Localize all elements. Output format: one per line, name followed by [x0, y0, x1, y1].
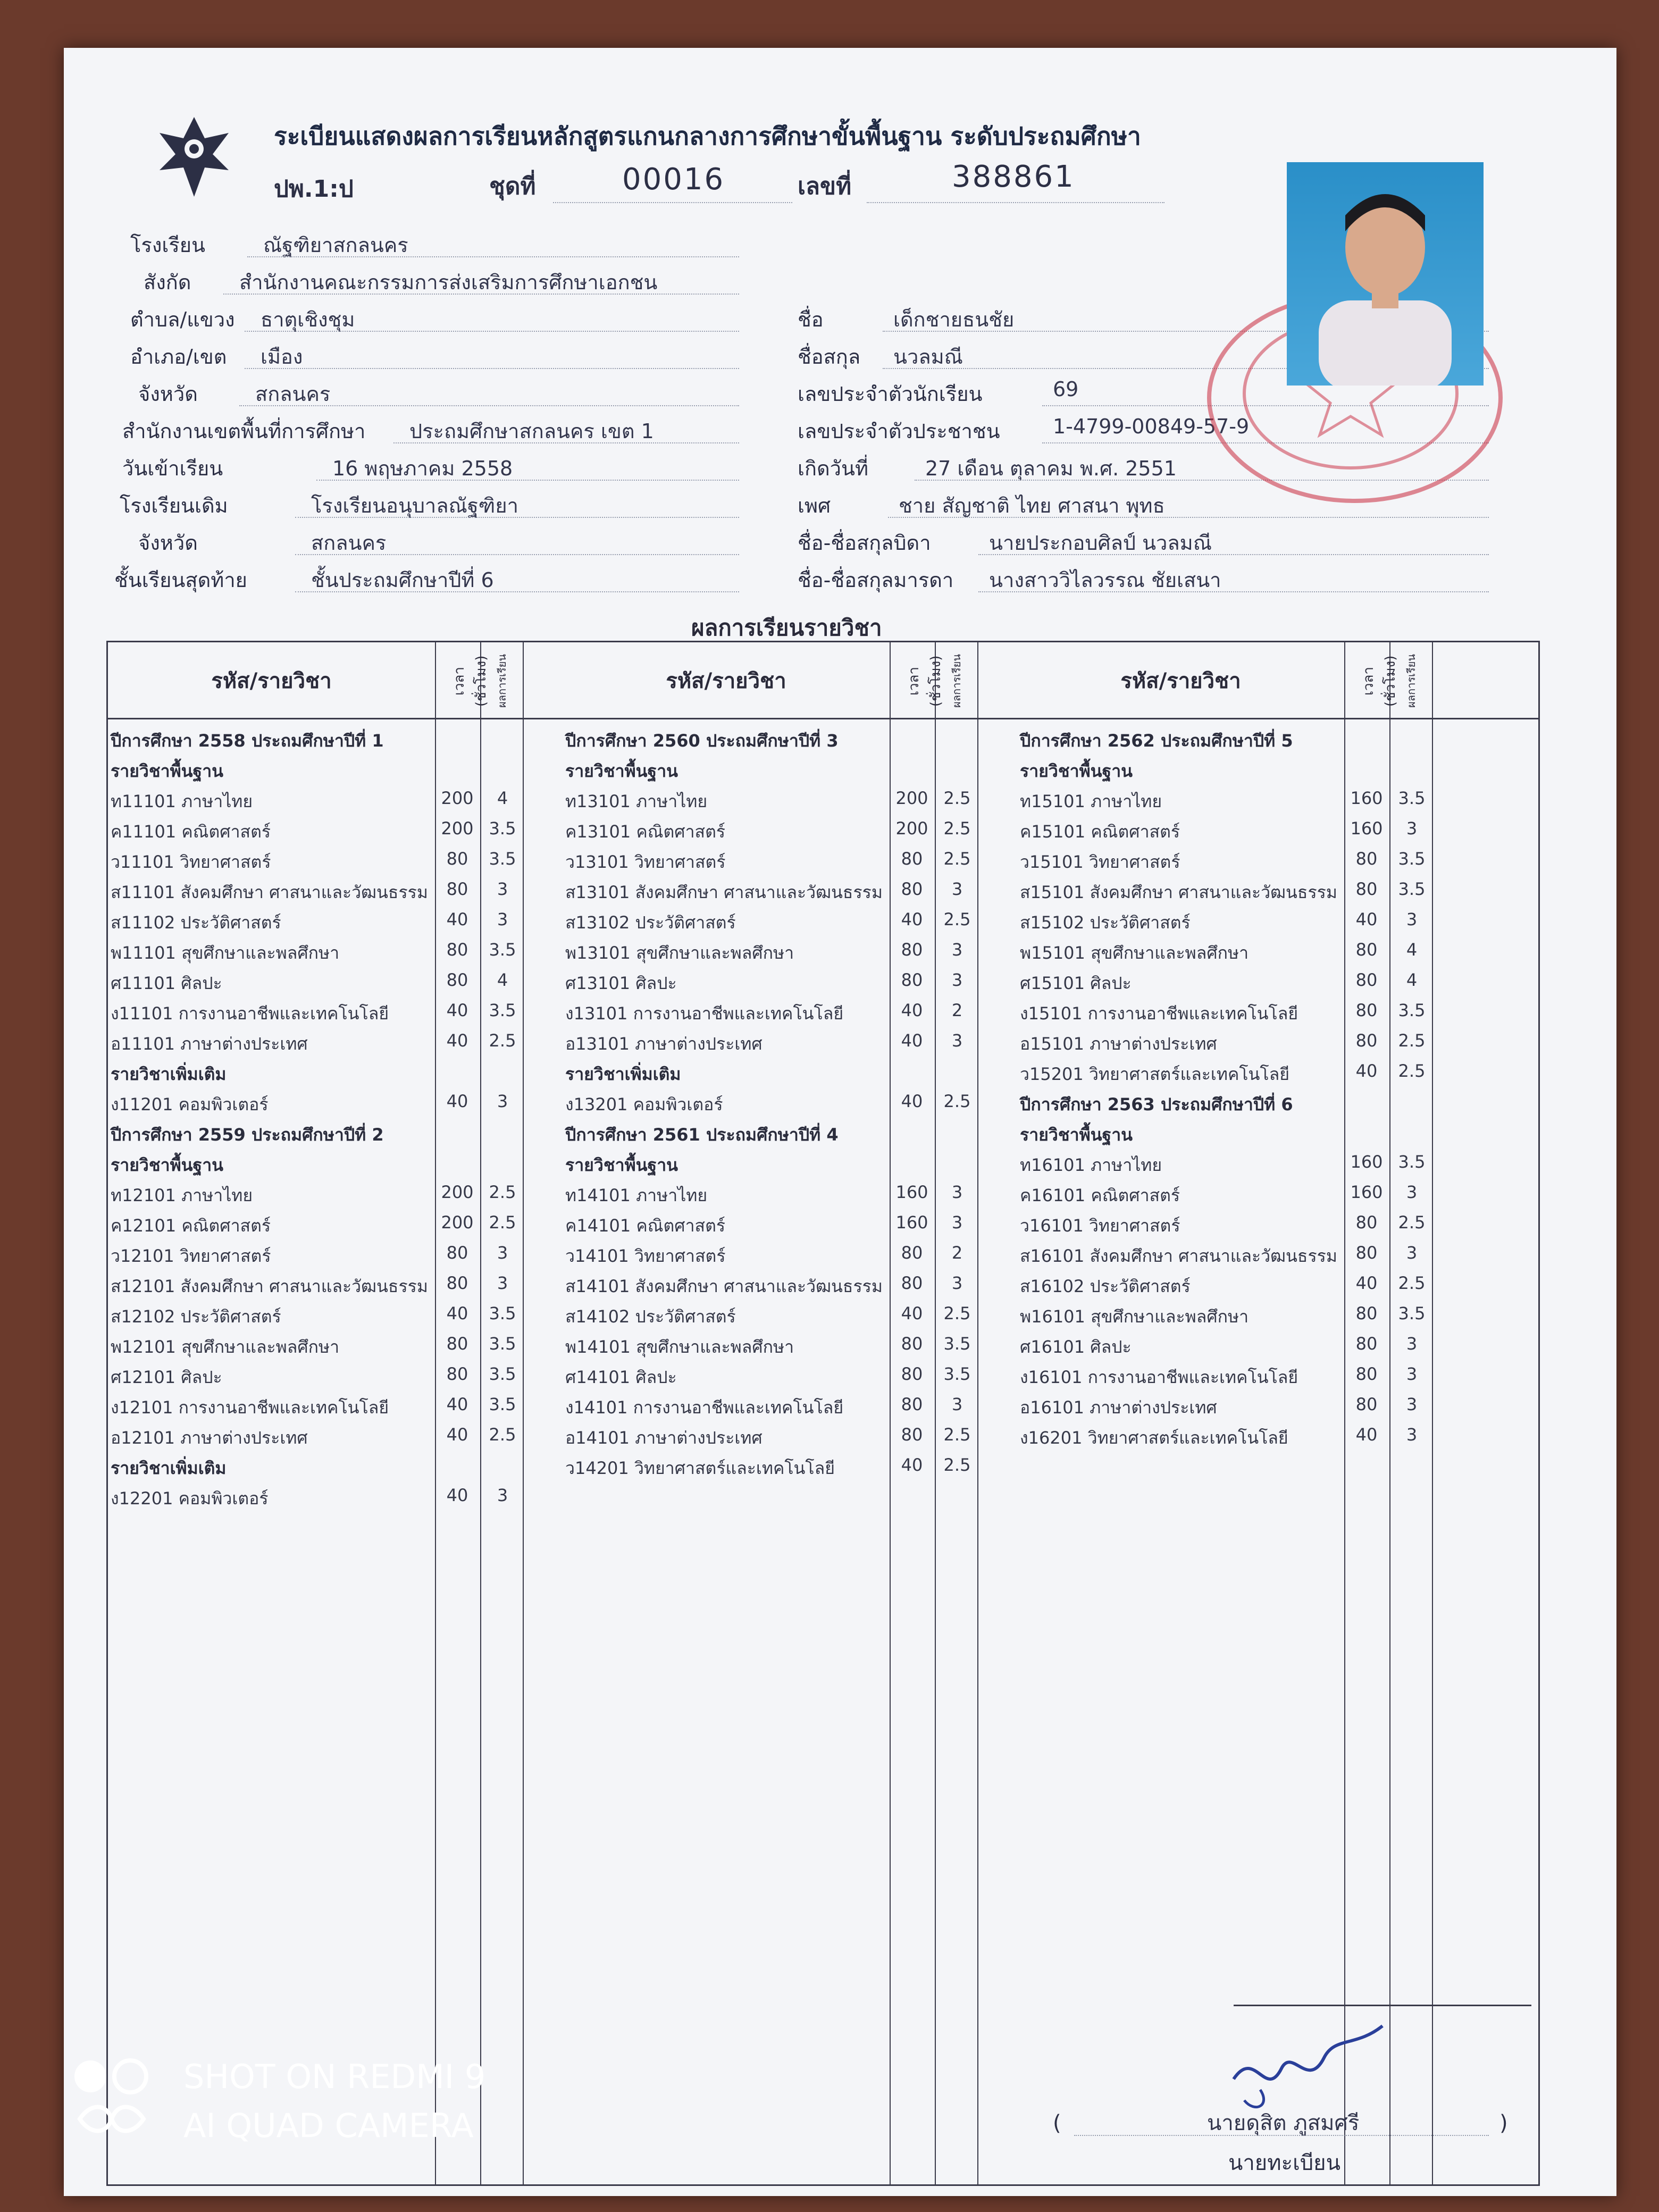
course-grade: 3.5 — [489, 1303, 516, 1323]
course-name: ท11101 ภาษาไทย — [111, 791, 253, 811]
course-grade: 2.5 — [489, 1425, 516, 1445]
course-hours: 160 — [895, 1182, 928, 1202]
left-field-label-1: สังกัด — [144, 271, 191, 294]
course-name: อ16101 ภาษาต่างประเทศ — [1020, 1397, 1217, 1418]
course-grade: 3 — [951, 1212, 963, 1233]
right-field-value-7: นางสาววิไลวรรณ ชัยเสนา — [989, 568, 1221, 592]
course-grade: 3 — [1406, 909, 1418, 929]
course-hours: 40 — [1355, 1061, 1378, 1081]
course-grade: 2.5 — [943, 818, 971, 839]
course-hours: 40 — [1355, 1425, 1378, 1445]
course-name: ส16102 ประวัติศาสตร์ — [1020, 1276, 1191, 1296]
course-hours: 160 — [1350, 818, 1383, 839]
course-name: อ12101 ภาษาต่างประเทศ — [111, 1428, 308, 1448]
document-title: ระเบียนแสดงผลการเรียนหลักสูตรแกนกลางการศึกษาขั้นพื้นฐาน ระดับประถมศึกษา — [274, 122, 1141, 150]
course-name: ศ11101 ศิลปะ — [111, 973, 222, 993]
course-grade: 2.5 — [943, 909, 971, 929]
section-heading: ปีการศึกษา 2563 ประถมศึกษาปีที่ 6 — [1020, 1094, 1293, 1115]
left-field-value-3: เมือง — [261, 345, 303, 368]
course-name: พ14101 สุขศึกษาและพลศึกษา — [565, 1337, 794, 1357]
course-name: ง13101 การงานอาชีพและเทคโนโลยี — [565, 1003, 844, 1024]
section-heading: รายวิชาพื้นฐาน — [111, 1155, 224, 1175]
course-name: อ11101 ภาษาต่างประเทศ — [111, 1034, 308, 1054]
right-field-value-6: นายประกอบศิลป์ นวลมณี — [989, 531, 1212, 555]
course-grade: 2 — [951, 1243, 963, 1263]
course-name: อ14101 ภาษาต่างประเทศ — [565, 1428, 763, 1448]
right-field-label-4: เกิดวันที่ — [798, 457, 869, 480]
course-name: ศ15101 ศิลปะ — [1020, 973, 1132, 993]
course-name: พ15101 สุขศึกษาและพลศึกษา — [1020, 943, 1249, 963]
course-grade: 2.5 — [943, 1425, 971, 1445]
left-field-label-3: อำเภอ/เขต — [130, 345, 227, 368]
course-hours: 40 — [446, 909, 468, 929]
header-hours-2: เวลา (ชั่วโมง) — [1361, 655, 1398, 707]
course-grade: 3 — [497, 1485, 508, 1505]
section-heading: รายวิชาพื้นฐาน — [111, 761, 224, 781]
course-grade: 3.5 — [489, 1334, 516, 1354]
course-hours: 40 — [901, 1091, 923, 1111]
header-grade-2: ผลการเรียน — [1405, 653, 1418, 708]
course-hours: 80 — [901, 1273, 923, 1293]
watermark-line-1: SHOT ON REDMI 9 — [183, 2057, 486, 2096]
header-hours-1: เวลา (ชั่วโมง) — [906, 655, 944, 707]
course-name: ว15201 วิทยาศาสตร์และเทคโนโลยี — [1020, 1064, 1289, 1084]
course-grade: 3.5 — [1398, 879, 1426, 899]
registrar-signature-icon — [1223, 2015, 1393, 2116]
course-hours: 80 — [446, 1334, 468, 1354]
course-hours: 80 — [1355, 1243, 1378, 1263]
section-heading: รายวิชาเพิ่มเติม — [111, 1458, 227, 1478]
course-grade: 3.5 — [1398, 788, 1426, 808]
course-name: ค16101 คณิตศาสตร์ — [1020, 1185, 1180, 1205]
course-hours: 80 — [1355, 970, 1378, 990]
left-field-label-8: จังหวัด — [138, 531, 198, 555]
course-hours: 40 — [1355, 1273, 1378, 1293]
record-number: 388861 — [952, 160, 1075, 194]
course-name: ศ12101 ศิลปะ — [111, 1367, 222, 1387]
course-grade: 4 — [497, 970, 508, 990]
course-name: ว11101 วิทยาศาสตร์ — [111, 852, 271, 872]
course-grade: 4 — [1406, 970, 1418, 990]
course-grade: 3.5 — [489, 940, 516, 960]
left-field-label-4: จังหวัด — [138, 382, 198, 406]
course-name: ส14101 สังคมศึกษา ศาสนาและวัฒนธรรม — [565, 1276, 883, 1296]
section-heading: ปีการศึกษา 2558 ประถมศึกษาปีที่ 1 — [111, 731, 384, 751]
course-hours: 40 — [446, 1030, 468, 1051]
course-name: ค12101 คณิตศาสตร์ — [111, 1216, 271, 1236]
course-hours: 160 — [1350, 788, 1383, 808]
course-name: ศ13101 ศิลปะ — [565, 973, 677, 993]
section-heading: รายวิชาพื้นฐาน — [565, 1155, 678, 1175]
right-field-label-7: ชื่อ-ชื่อสกุลมารดา — [798, 568, 954, 592]
course-grade: 3 — [1406, 1425, 1418, 1445]
section-heading: ปีการศึกษา 2562 ประถมศึกษาปีที่ 5 — [1020, 731, 1293, 751]
course-grade: 3 — [951, 1273, 963, 1293]
course-name: ค14101 คณิตศาสตร์ — [565, 1216, 726, 1236]
course-hours: 80 — [446, 970, 468, 990]
course-hours: 80 — [1355, 1030, 1378, 1051]
left-field-value-2: ธาตุเชิงชุม — [261, 308, 355, 331]
registrar-name: นายดุสิต ภูสมศรี — [1207, 2111, 1360, 2135]
course-grade: 3 — [1406, 818, 1418, 839]
garuda-emblem-icon — [149, 112, 239, 202]
course-hours: 200 — [441, 1212, 474, 1233]
course-grade: 2.5 — [1398, 1061, 1426, 1081]
course-hours: 40 — [901, 1000, 923, 1020]
course-name: ส11102 ประวัติศาสตร์ — [111, 912, 281, 933]
course-grade: 3 — [1406, 1364, 1418, 1384]
course-hours: 160 — [1350, 1152, 1383, 1172]
course-hours: 80 — [1355, 849, 1378, 869]
course-grade: 3 — [951, 970, 963, 990]
student-photo — [1287, 162, 1484, 386]
course-grade: 2 — [951, 1000, 963, 1020]
header-subject-1: รหัส/รายวิชา — [666, 669, 786, 693]
section-heading: รายวิชาเพิ่มเติม — [565, 1064, 681, 1084]
course-name: ท12101 ภาษาไทย — [111, 1185, 253, 1205]
course-name: ท15101 ภาษาไทย — [1020, 791, 1162, 811]
left-field-label-2: ตำบล/แขวง — [130, 308, 235, 331]
course-name: ส13101 สังคมศึกษา ศาสนาและวัฒนธรรม — [565, 882, 883, 902]
course-grade: 2.5 — [943, 1303, 971, 1323]
course-grade: 3.5 — [489, 818, 516, 839]
course-hours: 80 — [446, 940, 468, 960]
course-hours: 80 — [1355, 1334, 1378, 1354]
form-code: ปพ.1:ป — [274, 175, 354, 203]
course-hours: 80 — [901, 1364, 923, 1384]
course-name: ส11101 สังคมศึกษา ศาสนาและวัฒนธรรม — [111, 882, 428, 902]
left-field-label-5: สำนักงานเขตพื้นที่การศึกษา — [122, 420, 366, 443]
left-field-value-8: สกลนคร — [311, 531, 387, 555]
course-name: ง13201 คอมพิวเตอร์ — [565, 1094, 723, 1115]
set-label: ชุดที่ — [489, 173, 536, 200]
course-hours: 200 — [441, 1182, 474, 1202]
course-hours: 80 — [1355, 1364, 1378, 1384]
right-field-label-3: เลขประจำตัวประชาชน — [798, 420, 1000, 443]
registrar-role: นายทะเบียน — [1228, 2151, 1340, 2175]
course-name: ว12101 วิทยาศาสตร์ — [111, 1246, 271, 1266]
course-hours: 40 — [446, 1303, 468, 1323]
course-grade: 3 — [951, 1394, 963, 1414]
course-hours: 80 — [1355, 1394, 1378, 1414]
grades-table — [106, 641, 1540, 2186]
course-hours: 200 — [895, 818, 928, 839]
course-hours: 80 — [901, 879, 923, 899]
left-field-value-7: โรงเรียนอนุบาลณัฐฑิยา — [311, 494, 518, 517]
course-hours: 200 — [441, 788, 474, 808]
course-name: พ12101 สุขศึกษาและพลศึกษา — [111, 1337, 340, 1357]
course-grade: 3 — [497, 879, 508, 899]
number-label: เลขที่ — [798, 173, 852, 200]
course-grade: 3.5 — [1398, 1000, 1426, 1020]
course-hours: 160 — [895, 1212, 928, 1233]
course-hours: 80 — [1355, 940, 1378, 960]
course-hours: 80 — [1355, 1303, 1378, 1323]
course-name: ท14101 ภาษาไทย — [565, 1185, 708, 1205]
course-name: ส15101 สังคมศึกษา ศาสนาและวัฒนธรรม — [1020, 882, 1337, 902]
course-name: ง15101 การงานอาชีพและเทคโนโลยี — [1020, 1003, 1298, 1024]
course-grade: 3 — [497, 909, 508, 929]
course-name: ง12101 การงานอาชีพและเทคโนโลยี — [111, 1397, 389, 1418]
student-portrait-icon — [1287, 162, 1484, 386]
camera-watermark — [69, 2052, 485, 2150]
course-grade: 3.5 — [489, 1394, 516, 1414]
results-title: ผลการเรียนรายวิชา — [691, 615, 882, 641]
course-hours: 80 — [901, 940, 923, 960]
course-name: ส15102 ประวัติศาสตร์ — [1020, 912, 1191, 933]
course-hours: 80 — [901, 970, 923, 990]
course-name: ว15101 วิทยาศาสตร์ — [1020, 852, 1180, 872]
course-name: พ16101 สุขศึกษาและพลศึกษา — [1020, 1306, 1249, 1327]
right-field-label-6: ชื่อ-ชื่อสกุลบิดา — [798, 531, 931, 555]
section-heading: รายวิชาเพิ่มเติม — [111, 1064, 227, 1084]
course-hours: 200 — [895, 788, 928, 808]
course-hours: 80 — [901, 1394, 923, 1414]
course-name: ง11201 คอมพิวเตอร์ — [111, 1094, 269, 1115]
course-hours: 160 — [1350, 1182, 1383, 1202]
course-name: ศ16101 ศิลปะ — [1020, 1337, 1132, 1357]
course-grade: 2.5 — [943, 1091, 971, 1111]
left-field-value-5: ประถมศึกษาสกลนคร เขต 1 — [409, 420, 654, 443]
course-hours: 80 — [1355, 1000, 1378, 1020]
course-name: ส16101 สังคมศึกษา ศาสนาและวัฒนธรรม — [1020, 1246, 1337, 1266]
course-name: ส14102 ประวัติศาสตร์ — [565, 1306, 736, 1327]
redmi-ai-logo-icon — [69, 2055, 154, 2140]
course-hours: 80 — [446, 1273, 468, 1293]
course-grade: 3.5 — [1398, 1303, 1426, 1323]
section-heading: ปีการศึกษา 2559 ประถมศึกษาปีที่ 2 — [111, 1125, 384, 1145]
course-grade: 2.5 — [943, 1455, 971, 1475]
course-hours: 40 — [446, 1000, 468, 1020]
left-field-value-6: 16 พฤษภาคม 2558 — [332, 457, 513, 480]
course-hours: 80 — [901, 1334, 923, 1354]
course-name: พ11101 สุขศึกษาและพลศึกษา — [111, 943, 340, 963]
course-name: ท16101 ภาษาไทย — [1020, 1155, 1162, 1175]
right-field-label-1: ชื่อสกุล — [798, 345, 861, 368]
right-field-value-2: 69 — [1053, 378, 1079, 401]
course-grade: 2.5 — [1398, 1030, 1426, 1051]
course-grade: 4 — [497, 788, 508, 808]
section-heading: ปีการศึกษา 2561 ประถมศึกษาปีที่ 4 — [565, 1125, 839, 1145]
course-grade: 2.5 — [943, 849, 971, 869]
course-grade: 3.5 — [489, 849, 516, 869]
course-name: ง11101 การงานอาชีพและเทคโนโลยี — [111, 1003, 389, 1024]
course-name: ท13101 ภาษาไทย — [565, 791, 708, 811]
right-field-value-4: 27 เดือน ตุลาคม พ.ศ. 2551 — [925, 457, 1177, 480]
course-grade: 3 — [951, 1030, 963, 1051]
course-hours: 80 — [446, 1243, 468, 1263]
course-grade: 3 — [1406, 1394, 1418, 1414]
course-grade: 3 — [1406, 1182, 1418, 1202]
course-hours: 80 — [901, 849, 923, 869]
left-field-value-1: สำนักงานคณะกรรมการส่งเสริมการศึกษาเอกชน — [239, 271, 658, 294]
right-field-label-5: เพศ — [798, 494, 831, 517]
course-grade: 3 — [951, 940, 963, 960]
course-grade: 2.5 — [943, 788, 971, 808]
section-heading: รายวิชาพื้นฐาน — [565, 761, 678, 781]
left-field-value-0: ณัฐฑิยาสกลนคร — [263, 233, 408, 257]
course-hours: 40 — [901, 1303, 923, 1323]
course-hours: 80 — [901, 1425, 923, 1445]
section-heading: รายวิชาพื้นฐาน — [1020, 1125, 1133, 1145]
left-field-label-7: โรงเรียนเดิม — [120, 494, 228, 517]
course-hours: 40 — [446, 1425, 468, 1445]
course-hours: 40 — [1355, 909, 1378, 929]
course-hours: 40 — [901, 1455, 923, 1475]
course-name: ส13102 ประวัติศาสตร์ — [565, 912, 736, 933]
course-grade: 2.5 — [1398, 1273, 1426, 1293]
course-hours: 80 — [1355, 1212, 1378, 1233]
course-grade: 3 — [497, 1243, 508, 1263]
header-subject-2: รหัส/รายวิชา — [1120, 669, 1241, 693]
course-hours: 80 — [446, 849, 468, 869]
course-grade: 4 — [1406, 940, 1418, 960]
course-hours: 80 — [1355, 879, 1378, 899]
course-grade: 2.5 — [1398, 1212, 1426, 1233]
course-name: ว14201 วิทยาศาสตร์และเทคโนโลยี — [565, 1458, 835, 1478]
right-field-label-0: ชื่อ — [798, 308, 824, 331]
left-field-value-9: ชั้นประถมศึกษาปีที่ 6 — [311, 568, 494, 592]
course-grade: 3 — [497, 1273, 508, 1293]
watermark-line-2: AI QUAD CAMERA — [183, 2106, 474, 2145]
right-field-value-3: 1-4799-00849-57-9 — [1053, 415, 1250, 438]
course-grade: 3.5 — [943, 1334, 971, 1354]
course-name: ง16101 การงานอาชีพและเทคโนโลยี — [1020, 1367, 1298, 1387]
course-hours: 40 — [446, 1091, 468, 1111]
course-name: ง14101 การงานอาชีพและเทคโนโลยี — [565, 1397, 844, 1418]
course-name: ส12102 ประวัติศาสตร์ — [111, 1306, 281, 1327]
course-hours: 40 — [901, 909, 923, 929]
course-grade: 3 — [951, 1182, 963, 1202]
header-hours-0: เวลา (ชั่วโมง) — [451, 655, 489, 707]
course-name: ว13101 วิทยาศาสตร์ — [565, 852, 726, 872]
course-name: ค15101 คณิตศาสตร์ — [1020, 822, 1180, 842]
course-grade: 2.5 — [489, 1030, 516, 1051]
course-hours: 80 — [901, 1243, 923, 1263]
course-grade: 3 — [497, 1091, 508, 1111]
left-field-value-4: สกลนคร — [255, 382, 331, 406]
course-name: ง16201 วิทยาศาสตร์และเทคโนโลยี — [1020, 1428, 1288, 1448]
course-hours: 40 — [901, 1030, 923, 1051]
course-name: ว16101 วิทยาศาสตร์ — [1020, 1216, 1180, 1236]
course-name: ง12201 คอมพิวเตอร์ — [111, 1488, 269, 1509]
course-name: อ15101 ภาษาต่างประเทศ — [1020, 1034, 1217, 1054]
course-grade: 3.5 — [1398, 1152, 1426, 1172]
course-name: ค11101 คณิตศาสตร์ — [111, 822, 271, 842]
course-hours: 80 — [446, 1364, 468, 1384]
course-grade: 2.5 — [489, 1212, 516, 1233]
header-grade-1: ผลการเรียน — [950, 653, 963, 708]
course-grade: 3 — [1406, 1243, 1418, 1263]
transcript-sheet: ระเบียนแสดงผลการเรียนหลักสูตรแกนกลางการศึกษาขั้นพื้นฐาน ระดับประถมศึกษา ปพ.1:ป ชุดที่ 00016 เลขที่ 388861 โรงเรียน ณัฐฑิยาสกลนคร สังกัด สำนักงานคณะกรรมการส่งเสริมการศึกษาเอกชน ตำบล/แขวง ธาตุเชิงชุม อำเภอ/เขต เมือง จังหวัด สกลนคร สำนักงานเขตพื้นที่การศึกษา ประถมศึกษาสกลนคร เขต 1 วันเข้าเรียน 16 พฤษภาคม 2558 โรงเรียนเดิม โรงเรียนอนุบาลณัฐฑิยา จังหวัด สกลนคร ชั้นเรียนสุดท้าย ชั้นประถมศึกษาปีที่ 6 ชื่อ เด็กชายธนชัย ชื่อสกุล นวลมณี เลขประจำตัวนักเรียน 69 เลขประจำตัวประชาชน 1-4799-00849-57-9 เกิดวันที่ 27 เดือน ตุลาคม พ.ศ. 2551 เพศ ชาย สัญชาติ ไทย ศาสนา พุทธ ชื่อ-ชื่อสกุลบิดา นายประกอบศิลป์ นวลมณี ชื่อ-ชื่อสกุลมารดา นางสาววิไลวรรณ ชัยเสนา ผลการเรียนรายวิชา รหัส/รายวิชา เวลา (ชั่วโมง) ผลการเรียน ปีการศึกษา 2558 ประถมศึกษาปีที่ 1 รายวิชาพื้นฐาน ท11101 ภาษาไทย 200 4 ค11101 คณิตศาสตร์ 200 3.5 ว11101 วิทยาศาสตร์ 80 3.5 ส11101 สังคมศึกษา ศาสนาและวัฒนธรรม 80 3 ส11102 ประวัติศาสตร์ 40 3 พ11101 สุขศึกษาและพลศึกษา 80 3.5 ศ11101 ศิลปะ 80 4 ง11101 การงานอาชีพและเทคโนโลยี 40 3.5 อ11101 ภาษาต่างประเทศ 40 2.5 รายวิชาเพิ่มเติม ง11201 คอมพิวเตอร์ 40 3 ปีการศึกษา 2559 ประถมศึกษาปีที่ 2 รายวิชาพื้นฐาน ท12101 ภาษาไทย 200 2.5 ค12101 คณิตศาสตร์ 200 2.5 ว12101 วิทยาศาสตร์ 80 3 ส12101 สังคมศึกษา ศาสนาและวัฒนธรรม 80 3 ส12102 ประวัติศาสตร์ 40 3.5 พ12101 สุขศึกษาและพลศึกษา 80 3.5 ศ12101 ศิลปะ 80 3.5 ง12101 การงานอาชีพและเทคโนโลยี 40 3.5 อ12101 ภาษาต่างประเทศ 40 2.5 รายวิชาเพิ่มเติม ง12201 คอมพิวเตอร์ 40 3 รหัส/รายวิชา เวลา (ชั่วโมง) ผลการเรียน ปีการศึกษา 2560 ประถมศึกษาปีที่ 3 รายวิชาพื้นฐาน ท13101 ภาษาไทย 200 2.5 ค13101 คณิตศาสตร์ 200 2.5 ว13101 วิทยาศาสตร์ 80 2.5 ส13101 สังคมศึกษา ศาสนาและวัฒนธรรม 80 3 ส13102 ประวัติศาสตร์ 40 2.5 พ13101 สุขศึกษาและพลศึกษา 80 3 ศ13101 ศิลปะ 80 3 ง13101 การงานอาชีพและเทคโนโลยี 40 2 อ13101 ภาษาต่างประเทศ 40 3 รายวิชาเพิ่มเติม ง13201 คอมพิวเตอร์ 40 2.5 ปีการศึกษา 2561 ประถมศึกษาปีที่ 4 รายวิชาพื้นฐาน ท14101 ภาษาไทย 160 3 ค14101 คณิตศาสตร์ 160 3 ว14101 วิทยาศาสตร์ 80 2 ส14101 สังคมศึกษา ศาสนาและวัฒนธรรม 80 3 ส14102 ประวัติศาสตร์ 40 2.5 พ14101 สุขศึกษาและพลศึกษา 80 3.5 ศ14101 ศิลปะ 80 3.5 ง14101 การงานอาชีพและเทคโนโลยี 80 3 อ14101 ภาษาต่างประเทศ 80 2.5 ว14201 วิทยาศาสตร์และเทคโนโลยี 40 2.5 รหัส/รายวิชา เวลา (ชั่วโมง) ผลการเรียน ปีการศึกษา 2562 ประถมศึกษาปีที่ 5 รายวิชาพื้นฐาน ท15101 ภาษาไทย 160 3.5 ค15101 คณิตศาสตร์ 160 3 ว15101 วิทยาศาสตร์ 80 3.5 ส15101 สังคมศึกษา ศาสนาและวัฒนธรรม 80 3.5 ส15102 ประวัติศาสตร์ 40 3 พ15101 สุขศึกษาและพลศึกษา 80 4 ศ15101 ศิลปะ 80 4 ง15101 การงานอาชีพและเทคโนโลยี 80 3.5 อ15101 ภาษาต่างประเทศ 80 2.5 ว15201 วิทยาศาสตร์และเทคโนโลยี 40 2.5 ปีการศึกษา 2563 ประถมศึกษาปีที่ 6 รายวิชาพื้นฐาน ท16101 ภาษาไทย 160 3.5 ค16101 คณิตศาสตร์ 160 3 ว16101 วิทยาศาสตร์ 80 2.5 ส16101 สังคมศึกษา ศาสนาและวัฒนธรรม 80 3 ส16102 ประวัติศาสตร์ 40 2.5 พ16101 สุขศึกษาและพลศึกษา 80 3.5 ศ16101 ศิลปะ 80 3 ง16101 การงานอาชีพและเทคโนโลยี 80 3 อ16101 ภาษาต่างประเทศ 80 3 ง16201 วิทยาศาสตร์และเทคโนโลยี 40 3 ( นายดุสิต ภูสมศรี ) นายทะเบียน — [64, 48, 1616, 2196]
course-hours: 200 — [441, 818, 474, 839]
right-field-value-5: ชาย สัญชาติ ไทย ศาสนา พุทธ — [899, 494, 1165, 517]
course-name: อ13101 ภาษาต่างประเทศ — [565, 1034, 763, 1054]
left-field-label-6: วันเข้าเรียน — [122, 457, 223, 480]
right-field-value-1: นวลมณี — [893, 345, 963, 368]
course-name: พ13101 สุขศึกษาและพลศึกษา — [565, 943, 794, 963]
right-field-label-2: เลขประจำตัวนักเรียน — [798, 382, 983, 406]
course-grade: 3.5 — [489, 1000, 516, 1020]
course-grade: 3 — [951, 879, 963, 899]
course-name: ศ14101 ศิลปะ — [565, 1367, 677, 1387]
left-field-label-0: โรงเรียน — [130, 233, 206, 257]
course-hours: 80 — [446, 879, 468, 899]
course-grade: 3 — [1406, 1334, 1418, 1354]
right-field-value-0: เด็กชายธนชัย — [893, 308, 1015, 331]
course-name: ค13101 คณิตศาสตร์ — [565, 822, 726, 842]
course-name: ว14101 วิทยาศาสตร์ — [565, 1246, 726, 1266]
header-grade-0: ผลการเรียน — [496, 653, 508, 708]
set-number: 00016 — [622, 162, 725, 197]
course-hours: 40 — [446, 1394, 468, 1414]
course-grade: 2.5 — [489, 1182, 516, 1202]
course-hours: 40 — [446, 1485, 468, 1505]
header-subject-0: รหัส/รายวิชา — [211, 669, 332, 693]
left-field-label-9: ชั้นเรียนสุดท้าย — [114, 568, 247, 592]
course-grade: 3.5 — [489, 1364, 516, 1384]
section-heading: ปีการศึกษา 2560 ประถมศึกษาปีที่ 3 — [565, 731, 839, 751]
course-name: ส12101 สังคมศึกษา ศาสนาและวัฒนธรรม — [111, 1276, 428, 1296]
section-heading: รายวิชาพื้นฐาน — [1020, 761, 1133, 781]
course-grade: 3.5 — [1398, 849, 1426, 869]
course-grade: 3.5 — [943, 1364, 971, 1384]
